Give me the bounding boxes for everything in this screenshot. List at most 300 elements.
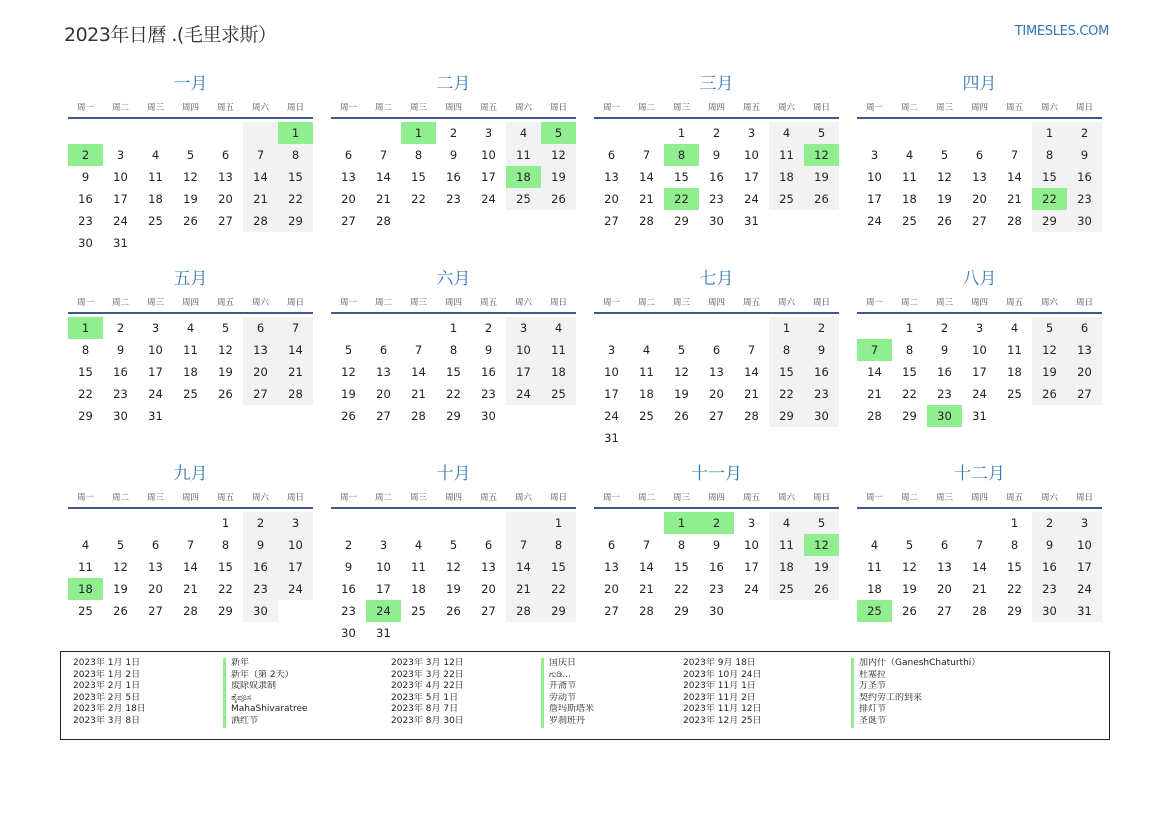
day-cell: 7	[747, 343, 756, 357]
day-cell: 31	[113, 236, 128, 250]
weekday-label: 周六	[777, 298, 795, 308]
day-cell: 15	[446, 365, 461, 379]
weekday-label: 周日	[549, 103, 567, 113]
day-cell: 16	[481, 365, 496, 379]
month-rule	[68, 312, 313, 314]
week-row	[594, 556, 839, 578]
month-block	[331, 463, 576, 658]
day-cell: 8	[1010, 538, 1019, 552]
weekday-label: 周三	[146, 298, 164, 308]
day-cell: 25	[1007, 387, 1022, 401]
day-cell: 9	[344, 560, 353, 574]
month-rule	[594, 117, 839, 119]
day-cell: 18	[639, 387, 654, 401]
day-cell: 30	[78, 236, 93, 250]
empty-cell	[664, 427, 699, 449]
day-cell: 30	[1067, 210, 1102, 232]
day-cell: 10	[744, 538, 759, 552]
day-cell: 12	[541, 144, 576, 166]
week-row	[594, 534, 839, 556]
day-cell: 16	[709, 170, 724, 184]
day-cell: 2	[449, 126, 458, 140]
week-row	[68, 534, 313, 556]
day-cell: 24	[1067, 578, 1102, 600]
day-cell: 4	[769, 512, 804, 534]
month-block	[68, 73, 313, 268]
day-cell: 7	[278, 317, 313, 339]
weekday-label: 周二	[637, 298, 655, 308]
day-cell: 10	[867, 170, 882, 184]
day-cell: 12	[183, 170, 198, 184]
day-cell: 13	[604, 170, 619, 184]
day-cell: 20	[218, 192, 233, 206]
day-cell: 30	[341, 626, 356, 640]
empty-cell	[401, 622, 436, 644]
day-cell: 24	[744, 582, 759, 596]
week-row	[68, 512, 313, 534]
day-cell: 19	[902, 582, 917, 596]
day-cell: 6	[221, 148, 230, 162]
day-cell: 15	[902, 365, 917, 379]
day-cell: 28	[972, 604, 987, 618]
weekday-label: 周四	[707, 298, 725, 308]
weekday-label: 周三	[672, 493, 690, 503]
month-name: 二月	[436, 74, 471, 94]
empty-cell	[927, 512, 962, 534]
holiday-day: 8	[664, 144, 699, 166]
weekday-label: 周三	[146, 103, 164, 113]
weekday-header	[594, 491, 839, 507]
weekday-label: 周日	[549, 493, 567, 503]
empty-cell	[401, 317, 436, 339]
weekday-label: 周六	[777, 103, 795, 113]
legend-holiday-name: 杜塞拉	[851, 670, 1051, 682]
empty-cell	[734, 317, 769, 339]
weekday-label: 周二	[637, 493, 655, 503]
month-name: 一月	[173, 74, 208, 94]
day-cell: 12	[341, 365, 356, 379]
day-cell: 4	[905, 148, 914, 162]
month-name: 五月	[173, 269, 208, 289]
week-row	[594, 210, 839, 232]
day-cell: 23	[446, 192, 461, 206]
day-cell: 10	[972, 343, 987, 357]
day-cell: 26	[1032, 383, 1067, 405]
day-cell: 28	[867, 409, 882, 423]
empty-cell	[769, 210, 804, 232]
week-row	[594, 122, 839, 144]
day-cell: 1	[221, 516, 230, 530]
day-cell: 15	[411, 170, 426, 184]
day-cell: 6	[344, 148, 353, 162]
day-cell: 27	[937, 604, 952, 618]
weekday-label: 周二	[111, 493, 129, 503]
day-cell: 11	[183, 343, 198, 357]
weekday-header	[857, 491, 1102, 507]
day-cell: 13	[709, 365, 724, 379]
day-cell: 1	[1032, 122, 1067, 144]
day-cell: 18	[902, 192, 917, 206]
weekday-label: 周五	[1005, 493, 1023, 503]
empty-cell	[927, 122, 962, 144]
legend-names-col-1	[223, 658, 391, 739]
day-cell: 4	[541, 317, 576, 339]
week-row	[68, 210, 313, 232]
day-cell: 6	[712, 343, 721, 357]
day-cell: 31	[1067, 600, 1102, 622]
empty-cell	[594, 512, 629, 534]
day-cell: 14	[1007, 170, 1022, 184]
legend-date: 2023年 11月 2日	[683, 692, 756, 703]
day-cell: 24	[604, 409, 619, 423]
month-block	[857, 268, 1102, 463]
day-cell: 4	[870, 538, 879, 552]
legend-holiday-name: 万圣节	[851, 681, 1051, 693]
legend-holiday-name: 劳动节	[541, 693, 683, 705]
month-name: 九月	[173, 464, 208, 484]
day-cell: 8	[278, 144, 313, 166]
day-cell: 14	[639, 170, 654, 184]
day-cell: 2	[1032, 512, 1067, 534]
day-cell: 15	[78, 365, 93, 379]
week-row	[857, 405, 1102, 427]
holiday-day: 25	[857, 600, 892, 622]
day-cell: 29	[674, 214, 689, 228]
day-cell: 30	[243, 600, 278, 622]
holiday-day: 24	[366, 600, 401, 622]
empty-cell	[436, 512, 471, 534]
weekday-label: 周五	[1005, 103, 1023, 113]
day-cell: 5	[344, 343, 353, 357]
day-cell: 3	[747, 516, 756, 530]
day-cell: 25	[506, 188, 541, 210]
empty-cell	[471, 210, 506, 232]
day-cell: 24	[481, 192, 496, 206]
weekday-header	[68, 296, 313, 312]
day-cell: 4	[1010, 321, 1019, 335]
day-cell: 2	[116, 321, 125, 335]
weekday-label: 周日	[1075, 493, 1093, 503]
month-rule	[68, 117, 313, 119]
weekday-label: 周六	[514, 298, 532, 308]
day-cell: 25	[78, 604, 93, 618]
empty-cell	[857, 317, 892, 339]
weekday-label: 周四	[181, 298, 199, 308]
empty-cell	[436, 210, 471, 232]
day-cell: 13	[341, 170, 356, 184]
day-cell: 23	[1032, 578, 1067, 600]
day-cell: 15	[218, 560, 233, 574]
weekday-label: 周三	[146, 493, 164, 503]
day-cell: 23	[937, 387, 952, 401]
weekday-label: 周六	[251, 493, 269, 503]
day-cell: 26	[541, 188, 576, 210]
day-cell: 13	[243, 339, 278, 361]
day-cell: 27	[972, 214, 987, 228]
holiday-day: 18	[68, 578, 103, 600]
weekday-label: 周四	[970, 298, 988, 308]
day-cell: 19	[113, 582, 128, 596]
day-cell: 20	[481, 582, 496, 596]
day-cell: 19	[674, 387, 689, 401]
day-cell: 13	[1067, 339, 1102, 361]
weekday-label: 周一	[602, 298, 620, 308]
day-cell: 17	[744, 170, 759, 184]
day-cell: 7	[379, 148, 388, 162]
day-cell: 10	[376, 560, 391, 574]
empty-cell	[331, 512, 366, 534]
day-cell: 17	[113, 192, 128, 206]
month-rule	[594, 312, 839, 314]
empty-cell	[629, 317, 664, 339]
holiday-day: 22	[664, 188, 699, 210]
day-cell: 1	[905, 321, 914, 335]
day-cell: 4	[769, 122, 804, 144]
day-cell: 27	[148, 604, 163, 618]
day-cell: 9	[804, 339, 839, 361]
day-cell: 30	[709, 604, 724, 618]
day-cell: 22	[78, 387, 93, 401]
day-cell: 16	[937, 365, 952, 379]
week-row	[331, 339, 576, 361]
empty-cell	[804, 210, 839, 232]
legend-names-col-3	[851, 658, 1051, 739]
empty-cell	[857, 512, 892, 534]
day-cell: 27	[243, 383, 278, 405]
day-cell: 12	[1032, 339, 1067, 361]
weekday-label: 周二	[900, 493, 918, 503]
day-cell: 12	[113, 560, 128, 574]
day-cell: 23	[709, 582, 724, 596]
day-cell: 29	[1007, 604, 1022, 618]
empty-cell	[699, 427, 734, 449]
empty-cell	[541, 405, 576, 427]
day-cell: 17	[278, 556, 313, 578]
day-cell: 9	[81, 170, 90, 184]
day-cell: 3	[484, 126, 493, 140]
day-cell: 27	[604, 214, 619, 228]
weekday-label: 周三	[935, 298, 953, 308]
day-cell: 4	[151, 148, 160, 162]
weekday-label: 周日	[1075, 103, 1093, 113]
month-block	[594, 268, 839, 463]
week-row	[68, 405, 313, 427]
legend-dates-col-2	[391, 658, 541, 739]
empty-cell	[138, 232, 173, 254]
week-row	[594, 600, 839, 622]
weekday-label: 周二	[374, 493, 392, 503]
legend-date: 2023年 11月 12日	[683, 704, 762, 715]
day-cell: 17	[376, 582, 391, 596]
day-cell: 21	[639, 192, 654, 206]
day-cell: 5	[804, 512, 839, 534]
day-cell: 25	[541, 383, 576, 405]
day-cell: 9	[484, 343, 493, 357]
day-cell: 25	[902, 214, 917, 228]
day-cell: 21	[278, 361, 313, 383]
legend-date: 2023年 4月 22日	[391, 681, 464, 692]
day-cell: 13	[481, 560, 496, 574]
day-cell: 10	[604, 365, 619, 379]
week-row	[594, 578, 839, 600]
legend-date: 2023年 3月 22日	[391, 669, 464, 680]
weekday-label: 周一	[865, 103, 883, 113]
month-rule	[594, 507, 839, 509]
day-cell: 16	[243, 556, 278, 578]
week-row	[857, 512, 1102, 534]
day-cell: 10	[1067, 534, 1102, 556]
empty-cell	[471, 512, 506, 534]
day-cell: 31	[744, 214, 759, 228]
weekday-label: 周日	[549, 298, 567, 308]
empty-cell	[366, 512, 401, 534]
weekday-header	[68, 491, 313, 507]
day-cell: 4	[81, 538, 90, 552]
weekday-label: 周一	[76, 298, 94, 308]
day-cell: 24	[867, 214, 882, 228]
day-cell: 13	[148, 560, 163, 574]
empty-cell	[243, 122, 278, 144]
legend-date: 2023年 1月 2日	[73, 669, 141, 680]
day-cell: 15	[1007, 560, 1022, 574]
weekday-label: 周三	[935, 493, 953, 503]
day-cell: 2	[804, 317, 839, 339]
day-cell: 20	[604, 192, 619, 206]
day-cell: 26	[674, 409, 689, 423]
empty-cell	[594, 317, 629, 339]
day-cell: 3	[379, 538, 388, 552]
day-cell: 28	[411, 409, 426, 423]
weekday-label: 周一	[865, 298, 883, 308]
day-cell: 27	[376, 409, 391, 423]
week-row	[857, 210, 1102, 232]
day-cell: 31	[604, 431, 619, 445]
week-row	[594, 361, 839, 383]
empty-cell	[278, 405, 313, 427]
day-cell: 11	[769, 144, 804, 166]
legend-names-col-2	[541, 658, 683, 739]
week-row	[331, 622, 576, 644]
day-cell: 23	[1067, 188, 1102, 210]
day-cell: 8	[449, 343, 458, 357]
weekday-label: 周六	[514, 493, 532, 503]
empty-cell	[138, 512, 173, 534]
day-cell: 22	[411, 192, 426, 206]
empty-cell	[401, 512, 436, 534]
legend-holiday-name: ತೈಪೂಸ	[223, 693, 391, 705]
day-cell: 4	[506, 122, 541, 144]
calendar-grid	[68, 73, 1101, 658]
day-cell: 21	[243, 188, 278, 210]
empty-cell	[208, 405, 243, 427]
day-cell: 29	[278, 210, 313, 232]
week-row	[857, 578, 1102, 600]
empty-cell	[331, 317, 366, 339]
legend-holiday-name: 圣诞节	[851, 716, 1051, 728]
day-cell: 3	[747, 126, 756, 140]
week-row	[68, 166, 313, 188]
week-row	[331, 122, 576, 144]
legend-date: 2023年 1月 1日	[73, 658, 141, 668]
legend-holiday-name: 排灯节	[851, 704, 1051, 716]
legend-date: 2023年 2月 1日	[73, 681, 141, 692]
day-cell: 18	[183, 365, 198, 379]
holiday-day: 22	[1032, 188, 1067, 210]
day-cell: 15	[769, 361, 804, 383]
day-cell: 3	[278, 512, 313, 534]
day-cell: 23	[481, 387, 496, 401]
day-cell: 22	[446, 387, 461, 401]
day-cell: 29	[218, 604, 233, 618]
day-cell: 21	[183, 582, 198, 596]
day-cell: 28	[278, 383, 313, 405]
day-cell: 6	[151, 538, 160, 552]
week-row	[857, 361, 1102, 383]
day-cell: 14	[411, 365, 426, 379]
week-row	[331, 383, 576, 405]
day-cell: 10	[481, 148, 496, 162]
day-cell: 10	[506, 339, 541, 361]
legend-holiday-name: 加内什（GaneshChaturthi）	[851, 658, 1051, 670]
day-cell: 3	[151, 321, 160, 335]
day-cell: 1	[449, 321, 458, 335]
day-cell: 17	[506, 361, 541, 383]
month-name: 四月	[962, 74, 997, 94]
month-name: 十一月	[691, 464, 742, 484]
week-row	[331, 188, 576, 210]
day-cell: 4	[642, 343, 651, 357]
site-link[interactable]: TIMESLES.COM	[1014, 24, 1109, 39]
empty-cell	[892, 122, 927, 144]
day-cell: 2	[1067, 122, 1102, 144]
day-cell: 11	[769, 534, 804, 556]
legend-holiday-name: 新年（第 2天）	[223, 670, 391, 682]
week-row	[594, 512, 839, 534]
month-name: 三月	[699, 74, 734, 94]
weekday-label: 周四	[707, 103, 725, 113]
day-cell: 18	[867, 582, 882, 596]
weekday-label: 周五	[216, 493, 234, 503]
day-cell: 25	[148, 214, 163, 228]
empty-cell	[243, 405, 278, 427]
day-cell: 9	[712, 538, 721, 552]
day-cell: 25	[769, 578, 804, 600]
day-cell: 17	[1067, 556, 1102, 578]
empty-cell	[366, 317, 401, 339]
weekday-label: 周二	[374, 103, 392, 113]
day-cell: 19	[541, 166, 576, 188]
weekday-label: 周五	[479, 493, 497, 503]
empty-cell	[629, 512, 664, 534]
day-cell: 14	[639, 560, 654, 574]
day-cell: 29	[769, 405, 804, 427]
weekday-label: 周五	[742, 298, 760, 308]
month-name: 七月	[699, 269, 734, 289]
legend-holiday-name: MahaShivaratree	[223, 704, 391, 716]
empty-cell	[997, 122, 1032, 144]
empty-cell	[857, 122, 892, 144]
day-cell: 7	[414, 343, 423, 357]
week-row	[857, 317, 1102, 339]
day-cell: 5	[221, 321, 230, 335]
day-cell: 6	[1067, 317, 1102, 339]
empty-cell	[892, 512, 927, 534]
day-cell: 17	[604, 387, 619, 401]
month-block	[594, 73, 839, 268]
day-cell: 16	[804, 361, 839, 383]
legend-date: 2023年 3月 12日	[391, 658, 464, 668]
day-cell: 3	[975, 321, 984, 335]
